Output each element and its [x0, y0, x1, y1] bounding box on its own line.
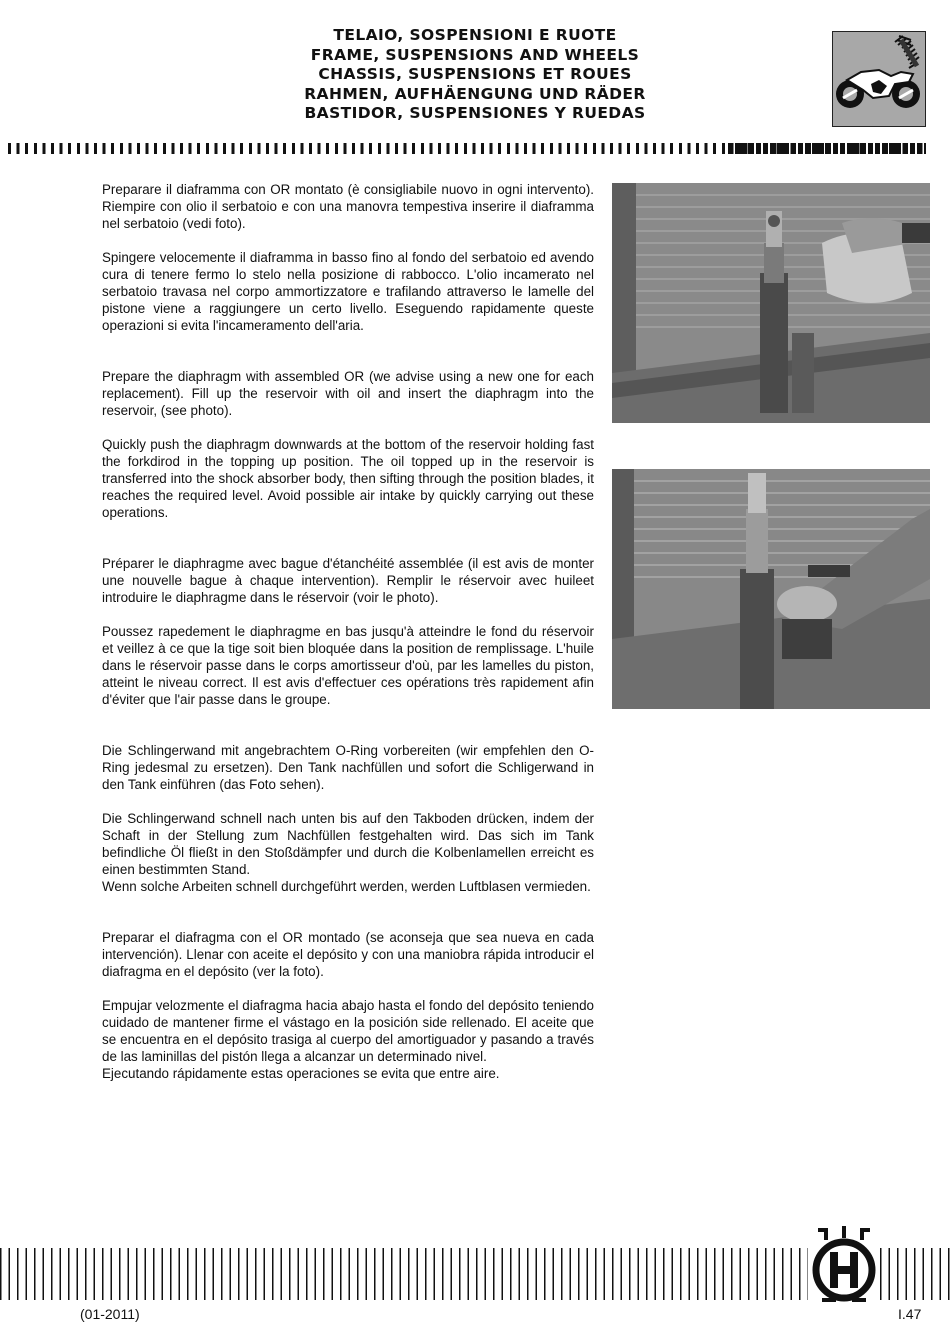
photo-pushing-diaphragm: [612, 469, 930, 709]
paragraph-de-1: Die Schlingerwand mit angebrachtem O-Ring vorbereiten (wir empfehlen den O-Ring jedesmal zu ersetzen). Den Tank nachfüllen und sofort die Schligerwand in den Tank einführen (das Foto sehen).: [102, 743, 594, 792]
header-title-it: TELAIO, SOSPENSIONI E RUOTE: [333, 26, 617, 44]
header-title-es: BASTIDOR, SUSPENSIONES Y RUEDAS: [304, 104, 646, 122]
paragraph-it-1: Preparare il diaframma con OR montato (è consigliabile nuovo in ogni intervento). Riempire con olio il serbatoio e con una manovra tempestiva inserire il diaframma nel serbatoio (vedi foto).: [102, 182, 594, 231]
paragraph-fr-1: Préparer le diaphragme avec bague d'étanchéité assemblée (il est avis de monter une nouvelle bague à chaque intervention). Remplir le réservoir avec huileet introduire le diaphragme dans le réservoir (voir le photo).: [102, 556, 594, 605]
page-header: [240, 26, 710, 124]
text-column: [102, 181, 594, 1082]
motorcycle-spring-icon: [832, 31, 926, 127]
header-title-en: FRAME, SUSPENSIONS AND WHEELS: [310, 45, 640, 64]
footer-page-number: I.47: [898, 1306, 922, 1322]
paragraph-en-1: Prepare the diaphragm with assembled OR (we advise using a new one for each replacement). Fill up the reservoir with oil and insert the diaphragm into the reservoir, (see photo).: [102, 369, 594, 418]
paragraph-de-2: Die Schlingerwand schnell nach unten bis auf den Takboden drücken, indem der Schaft in der Stellung zum Nachfüllen festgehalten wird. Das sich im Tank befindliche Öl fließt in den Stoßdämpfer und durch die Kolbenlamellen erreicht es einen bestimmten Stand.: [102, 811, 594, 877]
paragraph-fr-2: Poussez rapedement le diaphragme en bas jusqu'à atteindre le fond du réservoir et veillez à ce que la tige soit bien bloquée dans la position de remplissage. L'huile dans le réservoir passe dans le corps amortisseur d'où, par les lamelles du piston, atteint le niveau correct. Il est avis d'effectuer ces opérations très rapidement afin d'éviter que l'air passe dans le groupe.: [102, 624, 594, 707]
footer-barcode: [0, 1248, 808, 1300]
paragraph-es-1: Preparar el diafragma con el OR montado (se aconseja que sea nueva en cada intervención). Llenar con aceite el depósito y con una maniobra rápida introducir el diafragma en el depósito (ver la foto).: [102, 930, 594, 979]
header-title-fr: CHASSIS, SUSPENSIONS ET ROUES: [318, 65, 632, 83]
footer-date: (01-2011): [80, 1306, 140, 1322]
paragraph-es-3: Ejecutando rápidamente estas operaciones se evita que entre aire.: [102, 1066, 500, 1081]
photo-pouring-oil-into-reservoir: [612, 183, 930, 423]
husqvarna-logo-icon: [808, 1226, 880, 1310]
header-title-de: RAHMEN, AUFHÄENGUNG UND RÄDER: [304, 84, 646, 103]
paragraph-it-2: Spingere velocemente il diaframma in basso fino al fondo del serbatoio ed avendo cura di tenere fermo lo stelo nella posizione di rabbocco. L'olio incamerato nel serbatoio travasa nel corpo ammortizzatore e trafilando attraverso le lamelle del pistone viene a raggiungere un certo livello. Eseguendo rapidamente queste operazioni si evita l'incameramento dell'aria.: [102, 250, 594, 333]
paragraph-en-2: Quickly push the diaphragm downwards at the bottom of the reservoir holding fast the forkdirod in the topping up position. The oil topped up in the reservoir is transferred into the shock absorber body, then sifting through the position blades, it reaches the required level. Avoid possible air intake by quickly carrying out these operations.: [102, 437, 594, 520]
paragraph-es-2: Empujar velozmente el diafragma hacia abajo hasta el fondo del depósito teniendo cuidado de mantener firme el vástago en la posición side rellenado. El aceite que se encuentra en el depósito trasiga al cuerpo del amortiguador y pasando a través de las laminillas del pistón llega a alcanzar un determinado nivel.: [102, 998, 594, 1064]
header-divider-ticks-dense: [728, 143, 926, 154]
footer-barcode-right: [880, 1248, 950, 1300]
paragraph-de-3: Wenn solche Arbeiten schnell durchgeführt werden, werden Luftblasen vermieden.: [102, 879, 591, 894]
